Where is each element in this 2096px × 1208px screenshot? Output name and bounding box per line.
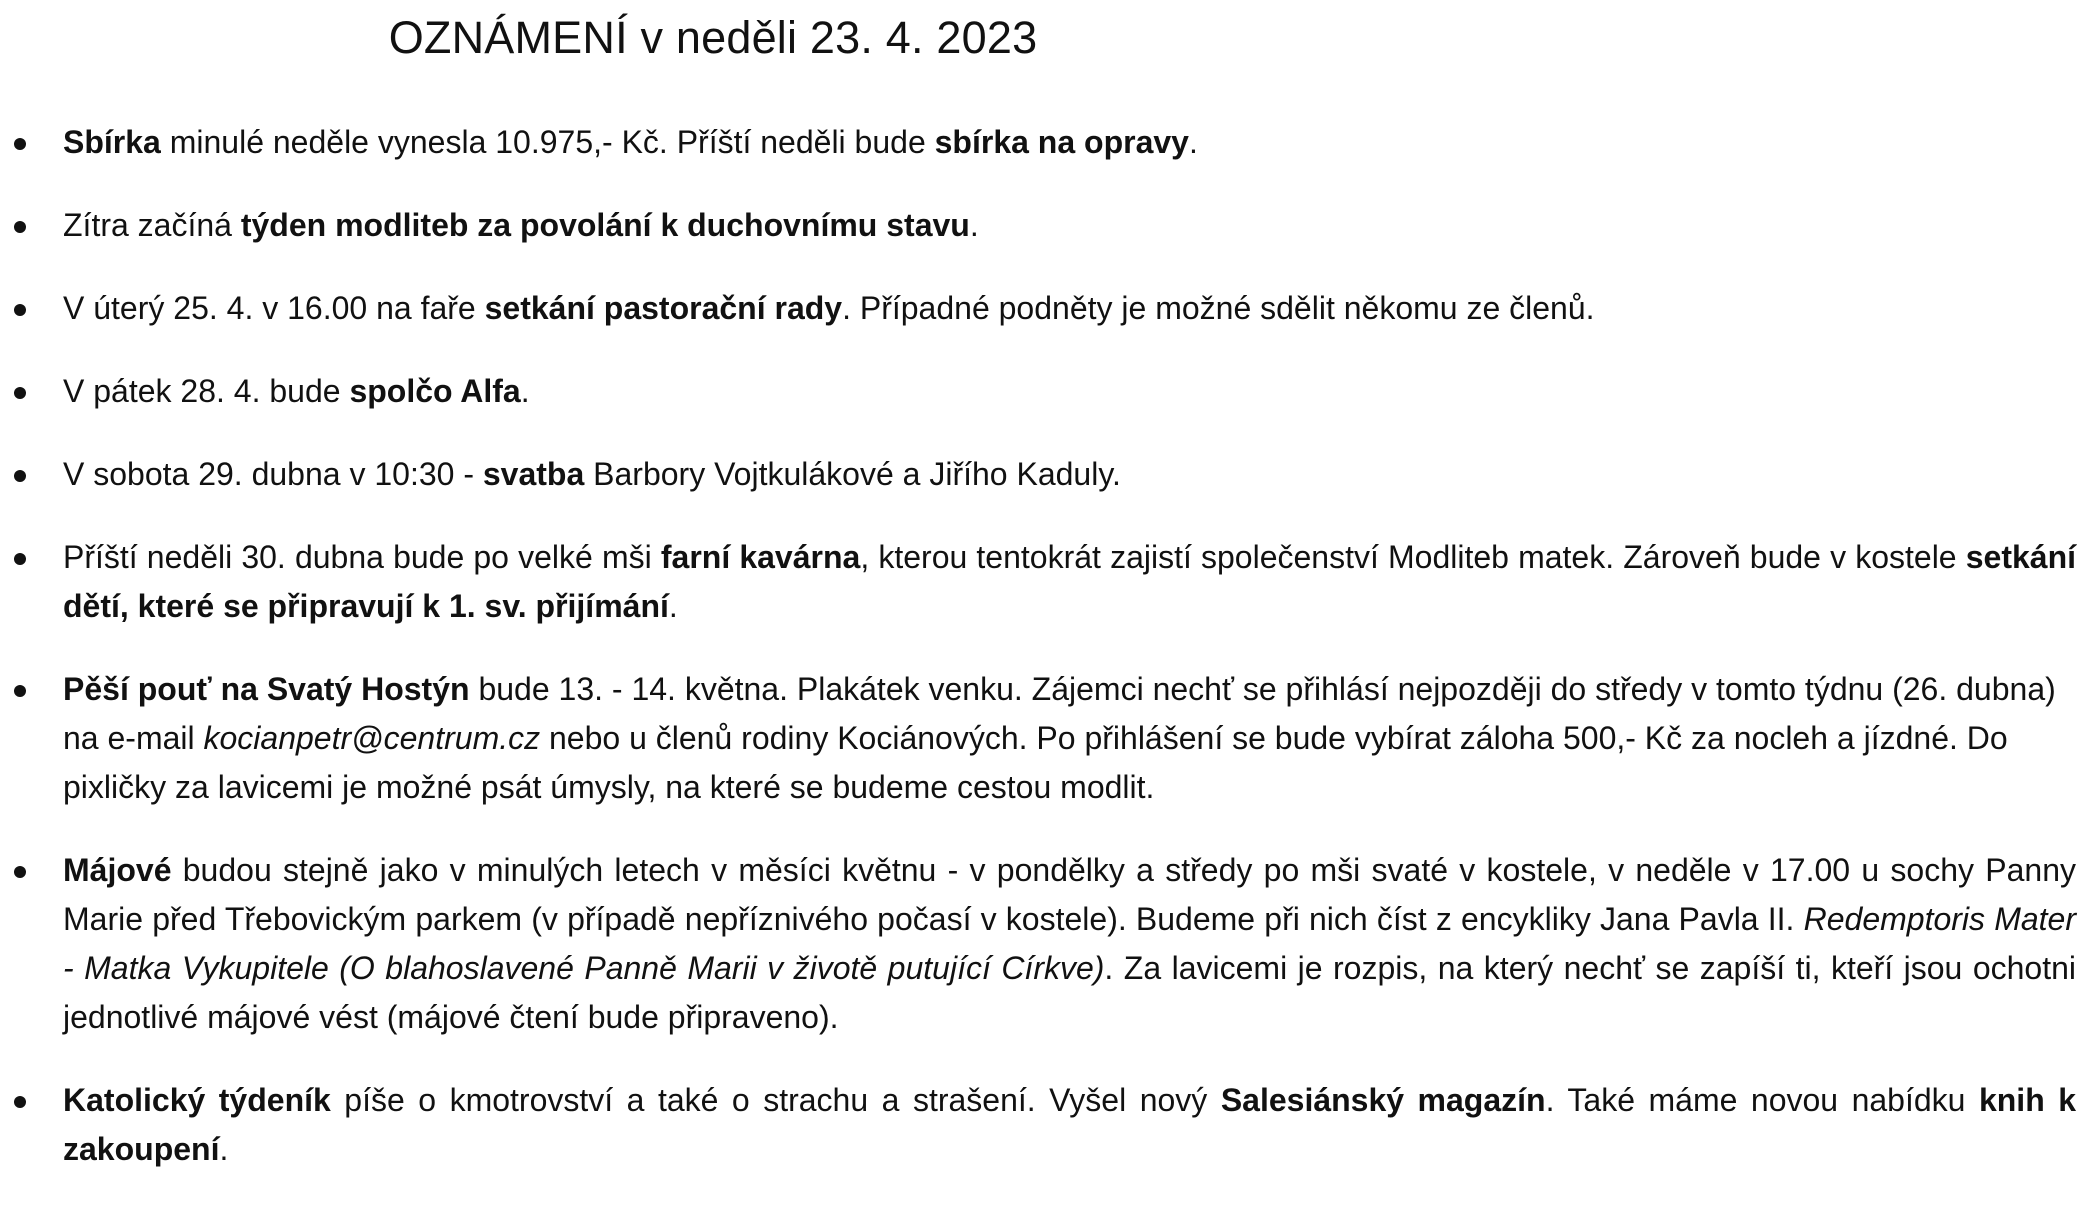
announcement-item (0, 846, 2096, 1042)
bullet-icon (14, 470, 26, 482)
text-segment: , kterou tentokrát zajistí společenství Modliteb matek. Zároveň bude v kostele (860, 539, 1966, 575)
announcement-text (63, 124, 1198, 160)
announcement-text (63, 456, 1121, 492)
bullet-icon (14, 1096, 26, 1108)
announcement-item (0, 533, 2096, 631)
announcement-item (0, 201, 2096, 250)
bold-text: Salesiánský magazín (1220, 1082, 1546, 1118)
text-segment: píše o kmotrovství a také o strachu a strašení. Vyšel nový (330, 1082, 1221, 1118)
bold-text: Májové (63, 852, 172, 888)
bold-text: setkání pastorační rady (484, 290, 843, 326)
announcement-text (63, 290, 1595, 326)
text-segment: Příští neděli 30. dubna bude po velké mši (63, 539, 661, 575)
text-segment: nebo u členů rodiny Kociánových. Po přihlášení se bude vybírat záloha 500,- Kč za nocleh a jízdné. Do pixličky za lavicemi je možné psát úmysly, na které se budeme cestou modlit. (63, 720, 2008, 805)
announcement-item (0, 665, 2096, 812)
page-title: OZNÁMENÍ v neděli 23. 4. 2023 (388, 12, 1038, 63)
bullet-icon (14, 387, 26, 399)
bullet-icon (14, 138, 26, 150)
announcement-text (63, 207, 979, 243)
text-segment: bude 13. - 14. května. Plakátek venku. Zájemci nechť se přihlásí nejpozději do středy v tomto týdnu (26. dubna) na e-mail (63, 671, 2056, 756)
bold-text: sbírka na opravy (934, 124, 1189, 160)
text-segment: budou stejně jako v minulých letech v měsíci květnu - v pondělky a středy po mši svaté v kostele, v neděle v 17.00 u sochy Panny Marie před Třebovickým parkem (v případě nepříznivého počasí v kostele). Budeme při nich číst z encykliky Jana Pavla II. (63, 852, 2076, 937)
text-segment: minulé neděle vynesla 10.975,- Kč. Příští neděli bude (160, 124, 935, 160)
announcement-text (63, 539, 2076, 624)
text-segment: . Případné podněty je možné sdělit někomu ze členů. (842, 290, 1595, 326)
text-segment: Zítra začíná (63, 207, 241, 243)
announcement-text (63, 373, 530, 409)
text-segment: . (668, 588, 678, 624)
bold-text: Sbírka (63, 124, 161, 160)
bold-text: knih k zakoupení (63, 1082, 2077, 1167)
announcement-text (63, 1082, 2076, 1167)
announcement-text (63, 671, 2056, 805)
announcement-item (0, 284, 2096, 333)
italic-text: kocianpetr@centrum.cz (203, 720, 541, 756)
bold-text: týden modliteb za povolání k duchovnímu stavu (240, 207, 970, 243)
bold-text: farní kavárna (660, 539, 861, 575)
bold-text: Katolický týdeník (63, 1082, 331, 1118)
bullet-icon (14, 866, 26, 878)
announcement-item (0, 1076, 2096, 1174)
text-segment: V pátek 28. 4. bude (63, 373, 350, 409)
announcement-item (0, 367, 2096, 416)
bold-text: setkání dětí, které se připravují k 1. sv. přijímání (63, 539, 2077, 624)
text-segment: Barbory Vojtkulákové a Jiřího Kaduly. (584, 456, 1121, 492)
text-segment: . (969, 207, 979, 243)
announcement-list (0, 118, 2096, 1208)
text-segment: V úterý 25. 4. v 16.00 na faře (63, 290, 485, 326)
italic-text: Redemptoris Mater - Matka Vykupitele (O blahoslavené Panně Marii v životě putující Církve) (63, 901, 2077, 986)
bullet-icon (14, 685, 26, 697)
announcement-text (63, 852, 2076, 1035)
announcement-item (0, 118, 2096, 167)
text-segment: V sobota 29. dubna v 10:30 - (63, 456, 483, 492)
bullet-icon (14, 221, 26, 233)
bullet-icon (14, 553, 26, 565)
text-segment: . (1188, 124, 1198, 160)
bold-text: spolčo Alfa (349, 373, 521, 409)
bold-text: svatba (482, 456, 585, 492)
text-segment: . Za lavicemi je rozpis, na který nechť se zapíší ti, kteří jsou ochotni jednotlivé májové vést (májové čtení bude připraveno). (63, 950, 2076, 1035)
text-segment: . (520, 373, 530, 409)
bold-text: Pěší pouť na Svatý Hostýn (63, 671, 470, 707)
text-segment: . (219, 1131, 229, 1167)
bullet-icon (14, 304, 26, 316)
announcement-item (0, 450, 2096, 499)
text-segment: . Také máme novou nabídku (1545, 1082, 1979, 1118)
